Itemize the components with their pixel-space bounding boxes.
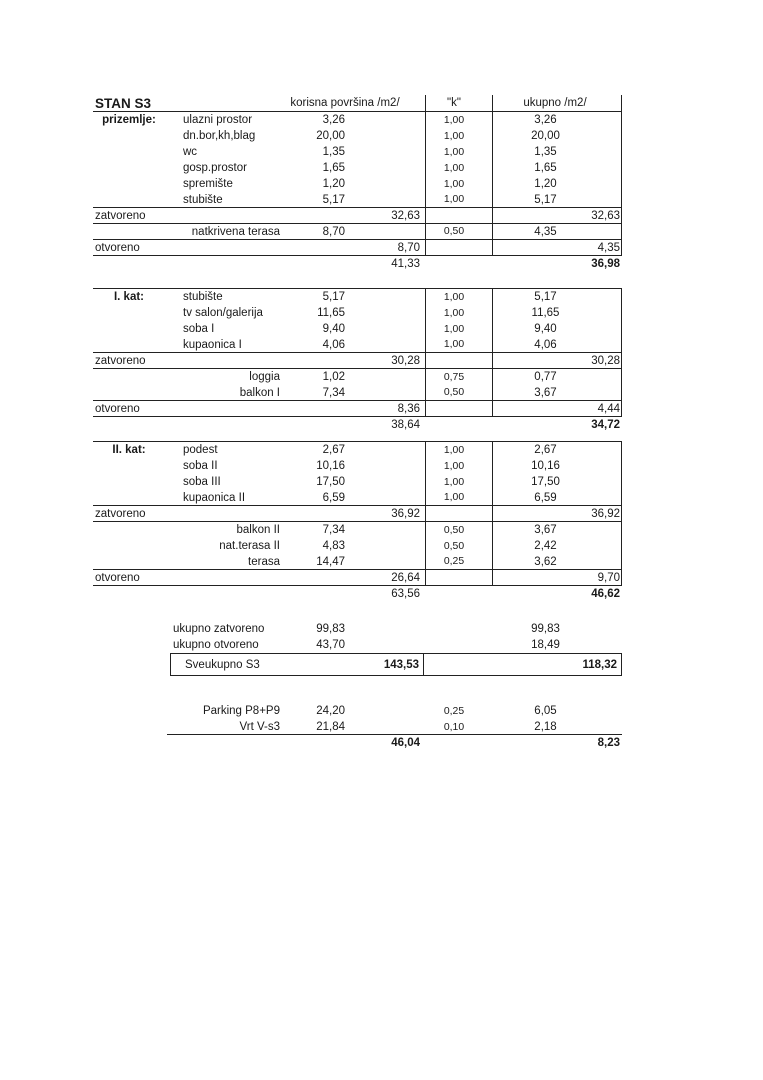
section-sum-row bbox=[93, 417, 622, 433]
open-label: otvoreno bbox=[95, 241, 140, 254]
table-row bbox=[93, 128, 622, 144]
room-label: stubište bbox=[183, 193, 223, 206]
extra-row bbox=[93, 719, 622, 735]
open-room-label: terasa bbox=[248, 555, 280, 568]
table-row bbox=[93, 442, 622, 458]
closed-label: zatvoreno bbox=[95, 209, 146, 222]
area-value: 5,17 bbox=[322, 193, 345, 206]
extra-label: Vrt V-s3 bbox=[239, 721, 280, 733]
area-value: 4,06 bbox=[322, 338, 345, 351]
total-value: 4,06 bbox=[534, 338, 557, 351]
k-value: 1,00 bbox=[443, 146, 465, 158]
area-table bbox=[93, 95, 622, 751]
total-value: 3,26 bbox=[534, 114, 557, 126]
area-value: 1,20 bbox=[322, 178, 345, 190]
open-room-label: balkon II bbox=[236, 524, 280, 536]
area-value: 9,40 bbox=[322, 323, 345, 335]
table-row bbox=[93, 144, 622, 160]
open-subtotal-row bbox=[93, 401, 622, 417]
room-label: dn.bor,kh,blag bbox=[183, 130, 256, 142]
total-value: 1,65 bbox=[534, 162, 557, 174]
k-value: 0,25 bbox=[443, 705, 465, 717]
total-value: 2,18 bbox=[534, 721, 557, 733]
total-value: 5,17 bbox=[534, 291, 557, 303]
k-value: 0,50 bbox=[443, 524, 465, 536]
summary-row bbox=[93, 637, 622, 653]
summary-area-value: 99,83 bbox=[316, 623, 345, 635]
room-label: gosp.prostor bbox=[183, 162, 247, 174]
summary-total-value: 99,83 bbox=[531, 623, 560, 635]
table-row bbox=[93, 337, 622, 353]
total-value: 3,62 bbox=[534, 555, 557, 568]
total-value: 2,67 bbox=[534, 444, 557, 456]
area-value: 20,00 bbox=[316, 130, 345, 142]
area-value: 5,17 bbox=[322, 291, 345, 303]
open-room-label: loggia bbox=[249, 371, 280, 383]
table-row bbox=[93, 490, 622, 506]
total-value: 3,67 bbox=[534, 524, 557, 536]
area-value: 11,65 bbox=[317, 307, 345, 319]
closed-total-value: 36,92 bbox=[591, 507, 620, 520]
table-row bbox=[93, 458, 622, 474]
k-value: 1,00 bbox=[443, 476, 465, 488]
k-value: 0,75 bbox=[443, 371, 465, 383]
floor-sections bbox=[93, 112, 622, 602]
total-value: 11,65 bbox=[531, 307, 560, 319]
k-value: 1,00 bbox=[443, 162, 465, 174]
summary-area-value: 43,70 bbox=[316, 639, 345, 651]
floor-label: prizemlje: bbox=[102, 114, 156, 126]
area-value: 10,16 bbox=[316, 460, 345, 472]
section-sum-area: 38,64 bbox=[391, 419, 420, 431]
spacer bbox=[93, 602, 622, 621]
open-total-value: 4,44 bbox=[597, 402, 620, 415]
col-header-k: "k" bbox=[447, 97, 461, 109]
floor-section bbox=[93, 112, 622, 272]
area-value: 1,35 bbox=[322, 146, 345, 158]
room-label: stubište bbox=[183, 291, 223, 303]
floor-label: II. kat: bbox=[112, 444, 146, 456]
total-value: 1,35 bbox=[534, 146, 557, 158]
k-value: 0,50 bbox=[443, 387, 465, 398]
table-row bbox=[93, 522, 622, 538]
total-value: 2,42 bbox=[534, 540, 557, 552]
k-value: 1,00 bbox=[443, 460, 465, 472]
area-value: 17,50 bbox=[316, 476, 345, 488]
k-value: 1,00 bbox=[443, 492, 465, 503]
area-value: 7,34 bbox=[322, 524, 345, 536]
k-value: 1,00 bbox=[443, 307, 465, 319]
area-value: 14,47 bbox=[316, 555, 345, 568]
open-label: otvoreno bbox=[95, 402, 140, 415]
extra-row bbox=[93, 703, 622, 719]
table-row bbox=[93, 385, 622, 401]
area-value: 8,70 bbox=[322, 225, 345, 238]
k-value: 0,50 bbox=[443, 226, 465, 237]
col-header-area: korisna površina /m2/ bbox=[290, 97, 400, 109]
closed-area-value: 36,92 bbox=[391, 507, 420, 520]
section-sum-row bbox=[93, 586, 622, 602]
col-header-total: ukupno /m2/ bbox=[523, 97, 587, 109]
total-value: 6,05 bbox=[534, 705, 557, 717]
spacer bbox=[93, 272, 622, 288]
section-sum-total: 46,62 bbox=[591, 588, 620, 600]
grand-total-value: 118,32 bbox=[582, 658, 617, 671]
table-row bbox=[93, 176, 622, 192]
total-value: 9,40 bbox=[534, 323, 557, 335]
closed-area-value: 30,28 bbox=[391, 354, 420, 367]
closed-total-value: 30,28 bbox=[591, 354, 620, 367]
k-value: 1,00 bbox=[443, 114, 465, 126]
spacer bbox=[93, 433, 622, 441]
area-value: 1,65 bbox=[322, 162, 345, 174]
section-sum-row bbox=[93, 256, 622, 272]
grand-total-box bbox=[170, 653, 622, 676]
total-value: 3,67 bbox=[534, 386, 557, 399]
extra-label: Parking P8+P9 bbox=[202, 705, 280, 717]
k-value: 0,25 bbox=[443, 556, 465, 567]
floor-label: I. kat: bbox=[113, 291, 145, 303]
section-sum-area: 41,33 bbox=[391, 258, 420, 270]
total-value: 1,20 bbox=[534, 178, 557, 190]
section-sum-area: 63,56 bbox=[391, 588, 420, 600]
open-area-value: 8,36 bbox=[397, 402, 420, 415]
total-value: 4,35 bbox=[534, 225, 557, 238]
room-label: kupaonica I bbox=[183, 338, 242, 351]
room-label: wc bbox=[183, 146, 198, 158]
room-label: kupaonica II bbox=[183, 491, 246, 504]
section-sum-total: 34,72 bbox=[591, 419, 620, 431]
area-value: 24,20 bbox=[316, 705, 345, 717]
open-room-label: balkon I bbox=[239, 386, 280, 399]
table-row bbox=[93, 289, 622, 305]
summary-label: ukupno otvoreno bbox=[173, 639, 259, 651]
summary-block bbox=[93, 621, 622, 653]
k-value: 0,50 bbox=[443, 540, 465, 552]
area-value: 2,67 bbox=[322, 444, 345, 456]
open-subtotal-row bbox=[93, 240, 622, 256]
k-value: 1,00 bbox=[443, 194, 465, 205]
table-row bbox=[93, 321, 622, 337]
spacer bbox=[93, 676, 622, 703]
total-value: 0,77 bbox=[534, 371, 557, 383]
grand-total-label: Sveukupno S3 bbox=[185, 658, 260, 671]
room-label: ulazni prostor bbox=[183, 114, 253, 126]
room-label: soba III bbox=[183, 476, 221, 488]
area-value: 6,59 bbox=[322, 491, 345, 504]
total-value: 20,00 bbox=[531, 130, 560, 142]
k-value: 1,00 bbox=[443, 291, 465, 303]
room-label: podest bbox=[183, 444, 218, 456]
summary-total-value: 18,49 bbox=[531, 639, 560, 651]
area-value: 3,26 bbox=[322, 114, 345, 126]
table-row bbox=[93, 224, 622, 240]
floor-section bbox=[93, 441, 622, 602]
table-row bbox=[93, 369, 622, 385]
page-title: STAN S3 bbox=[95, 95, 152, 111]
table-row bbox=[93, 474, 622, 490]
open-room-label: natkrivena terasa bbox=[191, 225, 280, 238]
room-label: tv salon/galerija bbox=[183, 307, 263, 319]
table-row bbox=[93, 538, 622, 554]
area-value: 1,02 bbox=[322, 371, 345, 383]
total-value: 5,17 bbox=[534, 193, 557, 206]
closed-subtotal-row bbox=[93, 353, 622, 369]
k-value: 1,00 bbox=[443, 178, 465, 190]
area-value: 7,34 bbox=[322, 386, 345, 399]
k-value: 1,00 bbox=[443, 130, 465, 142]
room-label: soba I bbox=[183, 323, 215, 335]
k-value: 0,10 bbox=[443, 721, 465, 733]
closed-subtotal-row bbox=[93, 506, 622, 522]
table-header-row bbox=[93, 95, 622, 112]
table-row bbox=[93, 160, 622, 176]
room-label: soba II bbox=[183, 460, 218, 472]
k-value: 1,00 bbox=[443, 323, 465, 335]
total-value: 6,59 bbox=[534, 491, 557, 504]
extras-sum-total: 8,23 bbox=[597, 737, 620, 749]
table-row bbox=[93, 112, 622, 128]
table-row bbox=[93, 305, 622, 321]
open-total-value: 9,70 bbox=[597, 571, 620, 584]
extras-sum-area: 46,04 bbox=[391, 737, 420, 749]
area-value: 21,84 bbox=[316, 721, 345, 733]
floor-section bbox=[93, 288, 622, 433]
closed-label: zatvoreno bbox=[95, 507, 146, 520]
open-area-value: 26,64 bbox=[391, 571, 420, 584]
extras-sum-row bbox=[93, 735, 622, 751]
k-value: 1,00 bbox=[443, 339, 465, 350]
summary-label: ukupno zatvoreno bbox=[173, 623, 265, 635]
closed-subtotal-row bbox=[93, 208, 622, 224]
table-row bbox=[93, 192, 622, 208]
total-value: 10,16 bbox=[531, 460, 560, 472]
closed-total-value: 32,63 bbox=[591, 209, 620, 222]
table-row bbox=[93, 554, 622, 570]
extras-block bbox=[93, 703, 622, 751]
k-value: 1,00 bbox=[443, 444, 465, 456]
open-room-label: nat.terasa II bbox=[219, 540, 280, 552]
section-sum-total: 36,98 bbox=[591, 258, 620, 270]
summary-row bbox=[93, 621, 622, 637]
open-total-value: 4,35 bbox=[597, 241, 620, 254]
closed-area-value: 32,63 bbox=[391, 209, 420, 222]
open-area-value: 8,70 bbox=[397, 241, 420, 254]
grand-total-area: 143,53 bbox=[383, 658, 419, 671]
closed-label: zatvoreno bbox=[95, 354, 146, 367]
room-label: spremište bbox=[183, 178, 233, 190]
open-label: otvoreno bbox=[95, 571, 140, 584]
total-value: 17,50 bbox=[531, 476, 560, 488]
area-value: 4,83 bbox=[322, 540, 345, 552]
open-subtotal-row bbox=[93, 570, 622, 586]
